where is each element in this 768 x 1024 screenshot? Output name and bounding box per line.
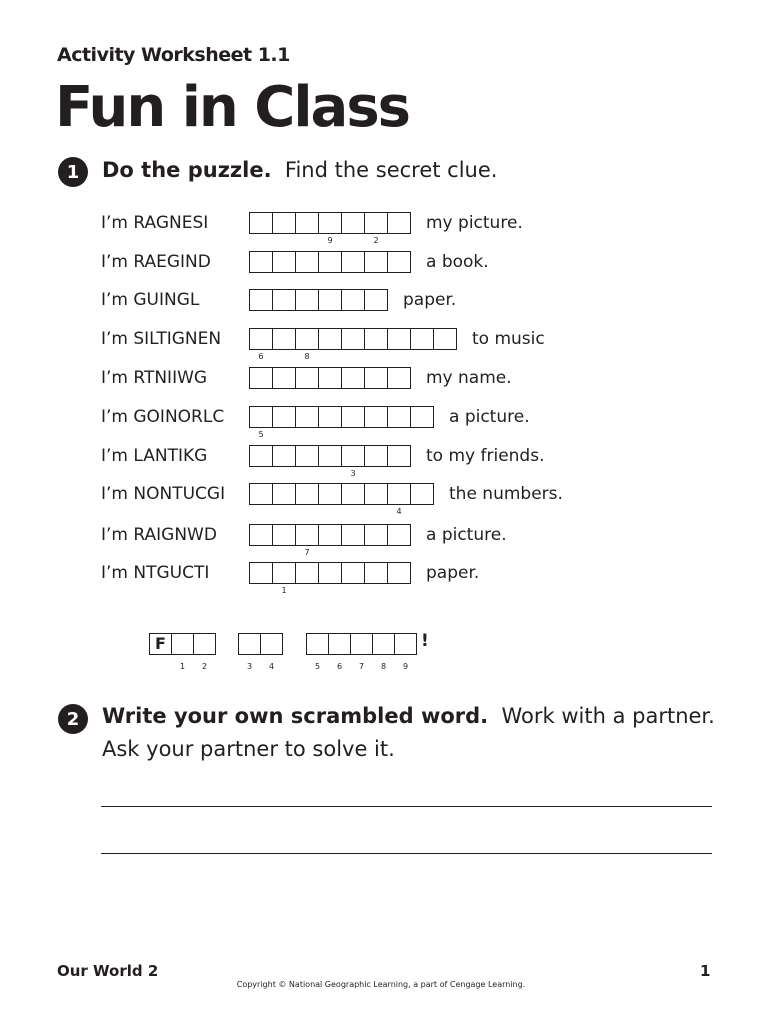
letter-box[interactable] [250,213,273,233]
letter-box[interactable] [388,213,410,233]
letter-boxes [249,483,434,516]
letter-box[interactable] [250,525,273,545]
section1-text: Find the secret clue. [284,158,498,182]
letter-box[interactable] [273,290,296,310]
puzzle-row [101,250,489,274]
letter-box[interactable] [342,290,365,310]
sentence-ending: to music [472,329,545,349]
sentence-ending: to my friends. [426,446,545,466]
letter-box[interactable] [319,329,342,349]
letter-box[interactable] [388,484,411,516]
clue-number: 4 [396,507,402,516]
answer-word-2 [238,633,283,671]
scrambled-word: I’m NONTUCGI [101,484,226,504]
letter-box[interactable] [388,252,410,272]
letter-box[interactable] [250,252,273,272]
section-number-2: 2 [58,704,88,734]
scrambled-word: I’m RAGNESI [101,213,209,233]
clue-number: 1 [281,586,287,595]
letter-boxes [249,289,388,311]
clue-number: 8 [304,352,310,361]
letter-box[interactable] [319,368,342,388]
letter-box[interactable] [365,446,388,466]
letter-box[interactable] [388,525,410,545]
letter-box[interactable] [296,407,319,427]
letter-box[interactable] [365,563,388,583]
scrambled-word: I’m RAIGNWD [101,525,217,545]
sentence-ending: a picture. [426,525,507,545]
answer-box[interactable] [373,634,395,671]
sentence-ending: paper. [403,290,457,310]
clue-number: 6 [336,662,343,671]
exclamation-mark: ! [421,631,429,651]
letter-box[interactable] [296,368,319,388]
sentence-ending: the numbers. [449,484,563,504]
scrambled-word: I’m LANTIKG [101,446,208,466]
letter-box[interactable] [365,252,388,272]
scrambled-word: I’m NTGUCTI [101,563,210,583]
clue-number: 3 [246,662,253,671]
letter-box[interactable] [365,484,388,504]
puzzle-row [101,366,512,390]
clue-number: 2 [373,236,379,245]
letter-box[interactable] [296,213,319,233]
letter-box[interactable] [388,368,410,388]
answer-box[interactable] [395,634,416,671]
answer-box[interactable] [150,634,172,654]
letter-box[interactable] [342,563,365,583]
letter-boxes [249,212,411,245]
letter-box[interactable] [273,525,296,545]
letter-box[interactable] [250,563,273,583]
clue-number: 7 [358,662,365,671]
puzzle-row [101,561,480,595]
letter-box[interactable] [411,484,433,504]
puzzle-row [101,288,456,312]
answer-box[interactable] [194,634,215,671]
letter-box[interactable] [273,368,296,388]
letter-box[interactable] [342,368,365,388]
letter-box[interactable] [342,252,365,272]
letter-box[interactable] [319,484,342,504]
letter-box[interactable] [342,213,365,233]
letter-box[interactable] [365,213,388,245]
answer-word-1 [149,633,216,671]
letter-box[interactable] [250,329,273,361]
letter-box[interactable] [296,563,319,583]
letter-box[interactable] [296,290,319,310]
letter-boxes [249,367,411,389]
letter-box[interactable] [388,446,410,466]
letter-box[interactable] [319,525,342,545]
letter-box[interactable] [319,446,342,466]
letter-boxes [249,251,411,273]
section1-instruction [102,158,497,182]
clue-number: 2 [201,662,208,671]
section2-instruction [102,704,715,728]
letter-box[interactable] [342,484,365,504]
answer-box[interactable] [239,634,261,671]
puzzle-row [101,444,545,478]
answer-box[interactable] [172,634,194,671]
section2-line2: Ask your partner to solve it. [102,737,395,761]
letter-box[interactable] [273,563,296,595]
letter-box[interactable] [434,329,456,349]
letter-box[interactable] [342,407,365,427]
letter-box[interactable] [273,407,296,427]
letter-box[interactable] [250,368,273,388]
letter-box[interactable] [365,525,388,545]
letter-box[interactable] [273,446,296,466]
clue-number: 7 [304,548,310,557]
letter-box[interactable] [411,407,433,427]
letter-box[interactable] [365,407,388,427]
letter-box[interactable] [296,446,319,466]
clue-number: 3 [350,469,356,478]
answer-word-3 [306,633,417,671]
letter-box[interactable] [296,329,319,361]
clue-number: 8 [380,662,387,671]
letter-box[interactable] [250,484,273,504]
letter-box[interactable] [388,407,411,427]
answer-box[interactable] [329,634,351,671]
letter-box[interactable] [319,407,342,427]
sentence-ending: a picture. [449,407,530,427]
section2-text: Work with a partner. [501,704,715,728]
scrambled-word: I’m GOINORLC [101,407,225,427]
letter-boxes [249,524,411,557]
letter-box[interactable] [388,563,410,583]
letter-box[interactable] [411,329,434,349]
letter-box[interactable] [388,329,411,349]
sentence-ending: paper. [426,563,480,583]
answer-box[interactable] [351,634,373,671]
writing-line-1[interactable] [101,806,712,807]
letter-box[interactable] [342,329,365,349]
letter-box[interactable] [342,525,365,545]
worksheet-label: Activity Worksheet 1.1 [57,44,290,66]
letter-box[interactable] [319,213,342,245]
clue-number: 9 [402,662,409,671]
letter-box[interactable] [296,484,319,504]
letter-box[interactable] [296,525,319,557]
sentence-ending: my picture. [426,213,523,233]
footer-copyright: Copyright © National Geographic Learning, a part of Cengage Learning. [236,980,526,989]
letter-box[interactable] [296,252,319,272]
sentence-ending: my name. [426,368,512,388]
puzzle-row [101,482,563,516]
letter-box[interactable] [319,290,342,310]
letter-box[interactable] [273,213,296,233]
letter-box[interactable] [273,484,296,504]
section-number-1: 1 [58,157,88,187]
puzzle-row [101,523,507,557]
letter-box[interactable] [365,290,387,310]
scrambled-word: I’m GUINGL [101,290,200,310]
puzzle-row [101,405,530,439]
letter-box[interactable] [273,329,296,349]
puzzle-row [101,211,523,245]
writing-line-2[interactable] [101,853,712,854]
letter-box[interactable] [365,368,388,388]
letter-box[interactable] [250,407,273,439]
letter-boxes [249,445,411,478]
letter-box[interactable] [319,252,342,272]
clue-number: 5 [314,662,321,671]
sentence-ending: a book. [426,252,489,272]
letter-box[interactable] [250,446,273,466]
footer-page-number: 1 [700,962,711,980]
scrambled-word: I’m RAEGIND [101,252,211,272]
page-title: Fun in Class [55,75,409,140]
letter-box[interactable] [342,446,365,478]
letter-box[interactable] [273,252,296,272]
letter-boxes [249,406,434,439]
letter-box[interactable] [365,329,388,349]
section1-bold: Do the puzzle. [102,158,272,182]
footer-book: Our World 2 [57,962,159,980]
given-letter: F [155,634,166,653]
letter-boxes [249,328,457,361]
answer-box[interactable] [307,634,329,671]
clue-number: 1 [179,662,186,671]
clue-number: 6 [258,352,264,361]
clue-number: 4 [268,662,275,671]
letter-boxes [249,562,411,595]
letter-box[interactable] [319,563,342,583]
clue-number: 9 [327,236,333,245]
scrambled-word: I’m SILTIGNEN [101,329,222,349]
section2-bold: Write your own scrambled word. [102,704,489,728]
puzzle-row [101,327,545,361]
scrambled-word: I’m RTNIIWG [101,368,208,388]
letter-box[interactable] [250,290,273,310]
clue-number: 5 [258,430,264,439]
answer-box[interactable] [261,634,282,671]
